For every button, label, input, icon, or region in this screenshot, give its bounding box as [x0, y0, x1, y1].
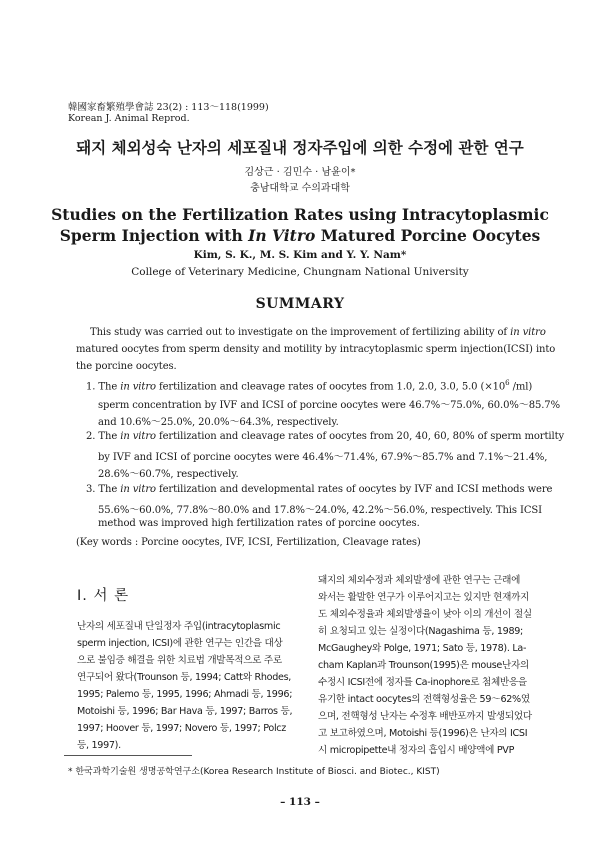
- key-words: (Key words : Porcine oocytes, IVF, ICSI, Fertilization, Cleavage rates): [76, 537, 421, 548]
- summary-item-2-line-1: 2. The in vitro fertilization and cleavage rates of oocytes from 20, 40, 60, 80% of sperm mortilty: [86, 431, 565, 442]
- right-col-line-5: McGaughey와 Polge, 1971; Sato 등, 1978). La-: [318, 643, 527, 654]
- english-affiliation: College of Veterinary Medicine, Chungnam National University: [131, 266, 469, 278]
- footnote-divider: [64, 755, 192, 756]
- right-col-line-11: 시 micropipette내 정자의 흡입시 배양액에 PVP: [318, 745, 515, 756]
- korean-affiliation: 충남대학교 수의과대학: [250, 183, 350, 194]
- footnote: * 한국과학기술원 생명공학연구소(Korea Research Institute of Biosci. and Biotec., KIST): [68, 767, 440, 777]
- left-col-line-8: 등, 1997).: [77, 740, 121, 751]
- english-authors: Kim, S. K., M. S. Kim and Y. Y. Nam*: [193, 249, 407, 261]
- left-col-line-2: sperm injection, ICSI)에 관한 연구는 인간을 대상: [77, 638, 283, 649]
- journal-name-en: Korean J. Animal Reprod.: [68, 113, 190, 124]
- summary-intro-line-2: matured oocytes from sperm density and motility by intracytoplasmic sperm injection(ICSI) into: [76, 344, 556, 355]
- right-col-line-9: 으며, 전핵형성 난자는 수정후 배반포까지 발생되었다: [318, 711, 532, 722]
- english-title-line-2: Sperm Injection with In Vitro Matured Porcine Oocytes: [59, 226, 541, 245]
- left-col-line-7: 1997; Hoover 등, 1997; Novero 등, 1997; Polcz: [77, 723, 287, 734]
- section-heading-introduction: Ⅰ. 서 론: [77, 588, 130, 604]
- right-col-line-1: 돼지의 체외수정과 체외발생에 관한 연구는 근래에: [318, 575, 521, 586]
- left-col-line-4: 연구되어 왔다(Trounson 등, 1994; Catt와 Rhodes,: [77, 672, 292, 683]
- right-col-line-7: 수정시 ICSI전에 정자를 Ca-inophore로 첨체반응을: [318, 677, 527, 688]
- summary-intro-line-1: This study was carried out to investigate on the improvement of fertilizing ability of in vitro: [90, 327, 546, 338]
- journal-citation: 韓國家畜繁殖學會誌 23(2) : 113～118(1999): [68, 102, 269, 113]
- right-col-line-10: 고 보고하였으며, Motoishi 등(1996)은 난자의 ICSI: [318, 728, 528, 739]
- left-col-line-1: 난자의 세포질내 단일정자 주입(intracytoplasmic: [77, 621, 281, 632]
- left-col-line-3: 으로 불임증 해결을 위한 치료법 개발목적으로 주로: [77, 655, 282, 666]
- summary-heading: SUMMARY: [255, 296, 345, 312]
- right-col-line-6: cham Kaplan과 Trounson(1995)은 mouse난자의: [318, 660, 529, 671]
- summary-item-3-line-2: 55.6%～60.0%, 77.8%～80.0% and 17.8%～24.0%, 42.2%～56.0%, respectively. This ICSI: [98, 505, 543, 516]
- summary-item-1-line-2: sperm concentration by IVF and ICSI of porcine oocytes were 46.7%～75.0%, 60.0%～85.7%: [98, 400, 560, 411]
- summary-item-2-line-2: by IVF and ICSI of porcine oocytes were 46.4%～71.4%, 67.9%～85.7% and 7.1%～21.4%,: [98, 452, 548, 463]
- summary-intro-line-3: the porcine oocytes.: [76, 361, 177, 372]
- english-title-line-1: Studies on the Fertilization Rates using Intracytoplasmic: [51, 205, 549, 224]
- right-col-line-2: 와서는 활발한 연구가 이루어지고는 있지만 현재까지: [318, 592, 530, 603]
- summary-item-2-line-3: 28.6%～60.7%, respectively.: [98, 469, 239, 480]
- korean-title: 돼지 체외성숙 난자의 세포질내 정자주입에 의한 수정에 관한 연구: [76, 139, 524, 157]
- right-col-line-8: 유기한 intact oocytes의 전핵형성율은 59～62%였: [318, 694, 530, 705]
- korean-authors: 김상근 · 김민수 · 남윤이*: [244, 167, 356, 178]
- summary-item-3-line-1: 3. The in vitro fertilization and developmental rates of oocytes by IVF and ICSI methods were: [86, 484, 553, 495]
- summary-item-1-line-3: and 10.6%～25.0%, 20.0%～64.3%, respectively.: [98, 417, 339, 428]
- summary-item-3-line-3: method was improved high fertilization rates of porcine oocytes.: [98, 518, 420, 529]
- summary-item-1-line-1: 1. The in vitro fertilization and cleavage rates of oocytes from 1.0, 2.0, 3.0, 5.0 ($\times 10^6$ /ml): [86, 379, 533, 393]
- right-col-line-4: 히 요청되고 있는 실정이다(Nagashima 등, 1989;: [318, 626, 523, 637]
- left-col-line-5: 1995; Palemo 등, 1995, 1996; Ahmadi 등, 1996;: [77, 689, 293, 700]
- right-col-line-3: 도 체외수정율과 체외발생율이 낮아 이의 개선이 절실: [318, 609, 532, 620]
- page-number: – 113 –: [280, 796, 320, 808]
- left-col-line-6: Motoishi 등, 1996; Bar Hava 등, 1997; Barros 등,: [77, 706, 293, 717]
